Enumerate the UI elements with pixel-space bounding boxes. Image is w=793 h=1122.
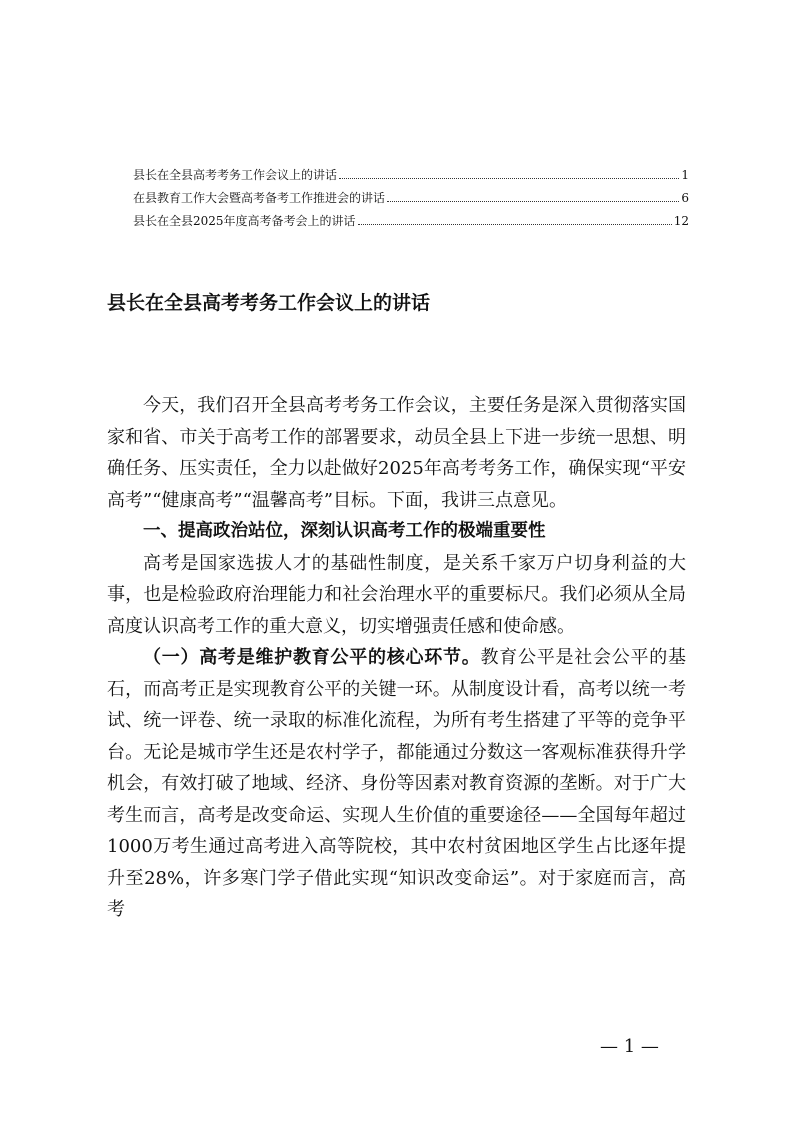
document-body (107, 390, 686, 926)
subsection-text: 教育公平是社会公平的基石，而高考正是实现教育公平的关键一环。从制度设计看，高考以统一考试、统一评卷、统一录取的标准化流程，为所有考生搭建了平等的竞争平台。无论是城市学生还是农村学子，都能通过分数这一客观标准获得升学机会，有效打破了地域、经济、身份等因素对教育资源的垄断。对于广大考生而言，高考是改变命运、实现人生价值的重要途径——全国每年超过1000万考生通过高考进入高等院校，其中农村贫困地区学生占比逐年提升至28%，许多寒门学子借此实现“知识改变命运”。对于家庭而言，高考 (107, 647, 686, 920)
toc-leader-dots (387, 201, 679, 202)
toc-leader-dots (339, 178, 679, 179)
toc-entry-page: 12 (673, 214, 689, 228)
toc-entry[interactable] (133, 187, 689, 210)
toc-entry[interactable] (133, 164, 689, 187)
subsection-lead: （一）高考是维护教育公平的核心环节。 (143, 647, 481, 668)
subsection-paragraph (107, 642, 686, 926)
page-number: — 1 — (600, 1036, 659, 1057)
table-of-contents (133, 164, 689, 233)
toc-entry-title: 县长在全县高考考务工作会议上的讲话 (133, 168, 338, 182)
section-paragraph: 高考是国家选拔人才的基础性制度，是关系千家万户切身利益的大事，也是检验政府治理能力和社会治理水平的重要标尺。我们必须从全局高度认识高考工作的重大意义，切实增强责任感和使命感。 (107, 552, 686, 637)
section-heading: 一、提高政治站位，深刻认识高考工作的极端重要性 (143, 521, 546, 541)
toc-entry-title: 在县教育工作大会暨高考备考工作推进会的讲话 (133, 191, 386, 205)
toc-entry[interactable] (133, 210, 689, 233)
document-title: 县长在全县高考考务工作会议上的讲话 (107, 292, 431, 314)
intro-paragraph: 今天，我们召开全县高考考务工作会议，主要任务是深入贯彻落实国家和省、市关于高考工作的部署要求，动员全县上下进一步统一思想、明确任务、压实责任，全力以赴做好2025年高考考务工作，确保实现“平安高考”“健康高考”“温馨高考”目标。下面，我讲三点意见。 (107, 395, 686, 511)
toc-entry-page: 6 (681, 191, 689, 205)
toc-entry-title: 县长在全县2025年度高考备考会上的讲话 (133, 214, 356, 228)
toc-leader-dots (358, 224, 672, 225)
toc-entry-page: 1 (681, 168, 689, 182)
